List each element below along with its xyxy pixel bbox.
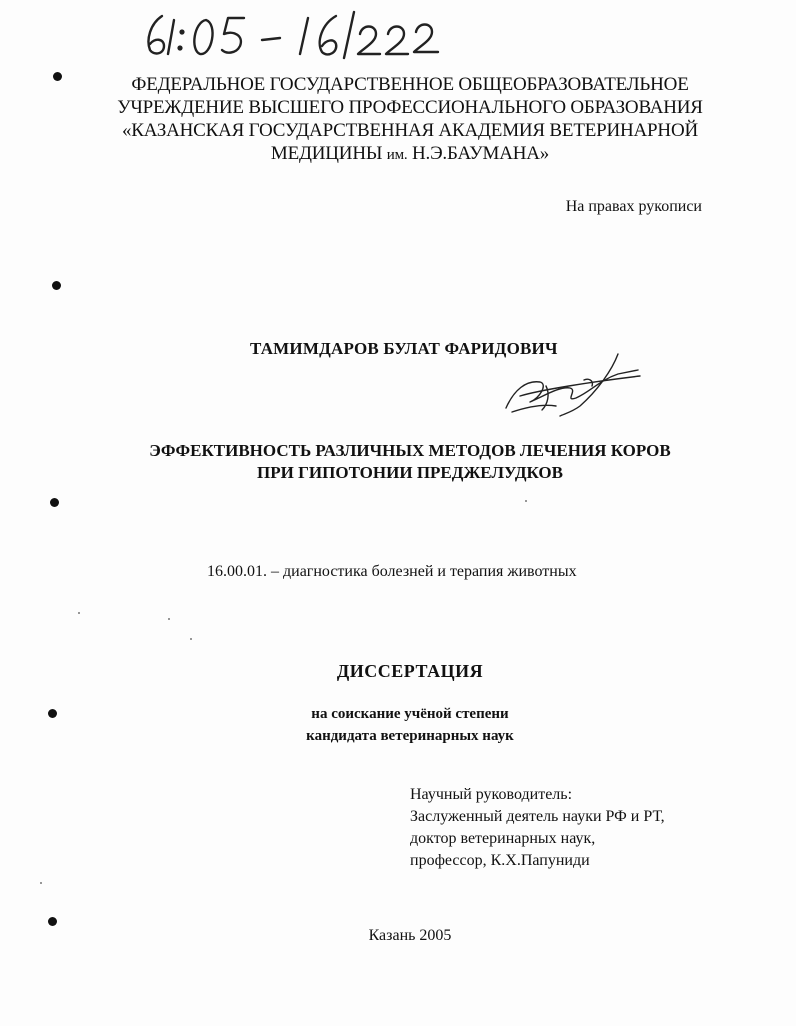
- scan-speck: [78, 612, 80, 614]
- scan-speck: [525, 500, 527, 502]
- institution-line-1: ФЕДЕРАЛЬНОЕ ГОСУДАРСТВЕННОЕ ОБЩЕОБРАЗОВАТЕЛЬНОЕ: [131, 74, 689, 95]
- supervisor-title-1: Заслуженный деятель науки РФ и РТ,: [410, 808, 665, 825]
- author-signature: [500, 350, 645, 422]
- institution-header: [100, 73, 720, 167]
- institution-line-4: [100, 142, 720, 167]
- dissertation-title: [100, 440, 720, 484]
- binder-hole-mark: [53, 72, 62, 81]
- scan-speck: [168, 618, 170, 620]
- specialty-code: 16.00.01. – диагностика болезней и терапия животных: [207, 563, 577, 580]
- scan-speck: [190, 638, 192, 640]
- institution-line-3: «КАЗАНСКАЯ ГОСУДАРСТВЕННАЯ АКАДЕМИЯ ВЕТЕРИНАРНОЙ: [122, 120, 698, 141]
- place-year: Казань 2005: [368, 927, 452, 944]
- title-line-2: ПРИ ГИПОТОНИИ ПРЕДЖЕЛУДКОВ: [257, 463, 563, 482]
- supervisor-block: [410, 784, 665, 872]
- binder-hole-mark: [52, 281, 61, 290]
- institution-line-4-bauman: Н.Э.БАУМАНА»: [412, 143, 550, 164]
- institution-line-4-medicine: МЕДИЦИНЫ: [270, 143, 383, 164]
- binder-hole-mark: [48, 709, 57, 718]
- title-line-1: ЭФФЕКТИВНОСТЬ РАЗЛИЧНЫХ МЕТОДОВ ЛЕЧЕНИЯ КОРОВ: [149, 441, 671, 460]
- author-name: ТАМИМДАРОВ БУЛАТ ФАРИДОВИЧ: [250, 339, 558, 358]
- supervisor-name: профессор, К.Х.Папуниди: [410, 852, 590, 869]
- institution-line-4-im: им.: [386, 147, 408, 163]
- supervisor-title-2: доктор ветеринарных наук,: [410, 830, 596, 847]
- rights-notice: На правах рукописи: [565, 198, 702, 215]
- institution-line-2: УЧРЕЖДЕНИЕ ВЫСШЕГО ПРОФЕССИОНАЛЬНОГО ОБРАЗОВАНИЯ: [117, 97, 703, 118]
- degree-statement: [100, 703, 720, 747]
- binder-hole-mark: [50, 498, 59, 507]
- degree-line-2: кандидата ветеринарных наук: [306, 728, 514, 744]
- scan-speck: [40, 882, 42, 884]
- binder-hole-mark: [48, 917, 57, 926]
- handwritten-archive-number: [140, 10, 460, 60]
- document-type: ДИССЕРТАЦИЯ: [336, 661, 484, 681]
- degree-line-1: на соискание учёной степени: [311, 706, 509, 722]
- supervisor-label: Научный руководитель:: [410, 786, 573, 803]
